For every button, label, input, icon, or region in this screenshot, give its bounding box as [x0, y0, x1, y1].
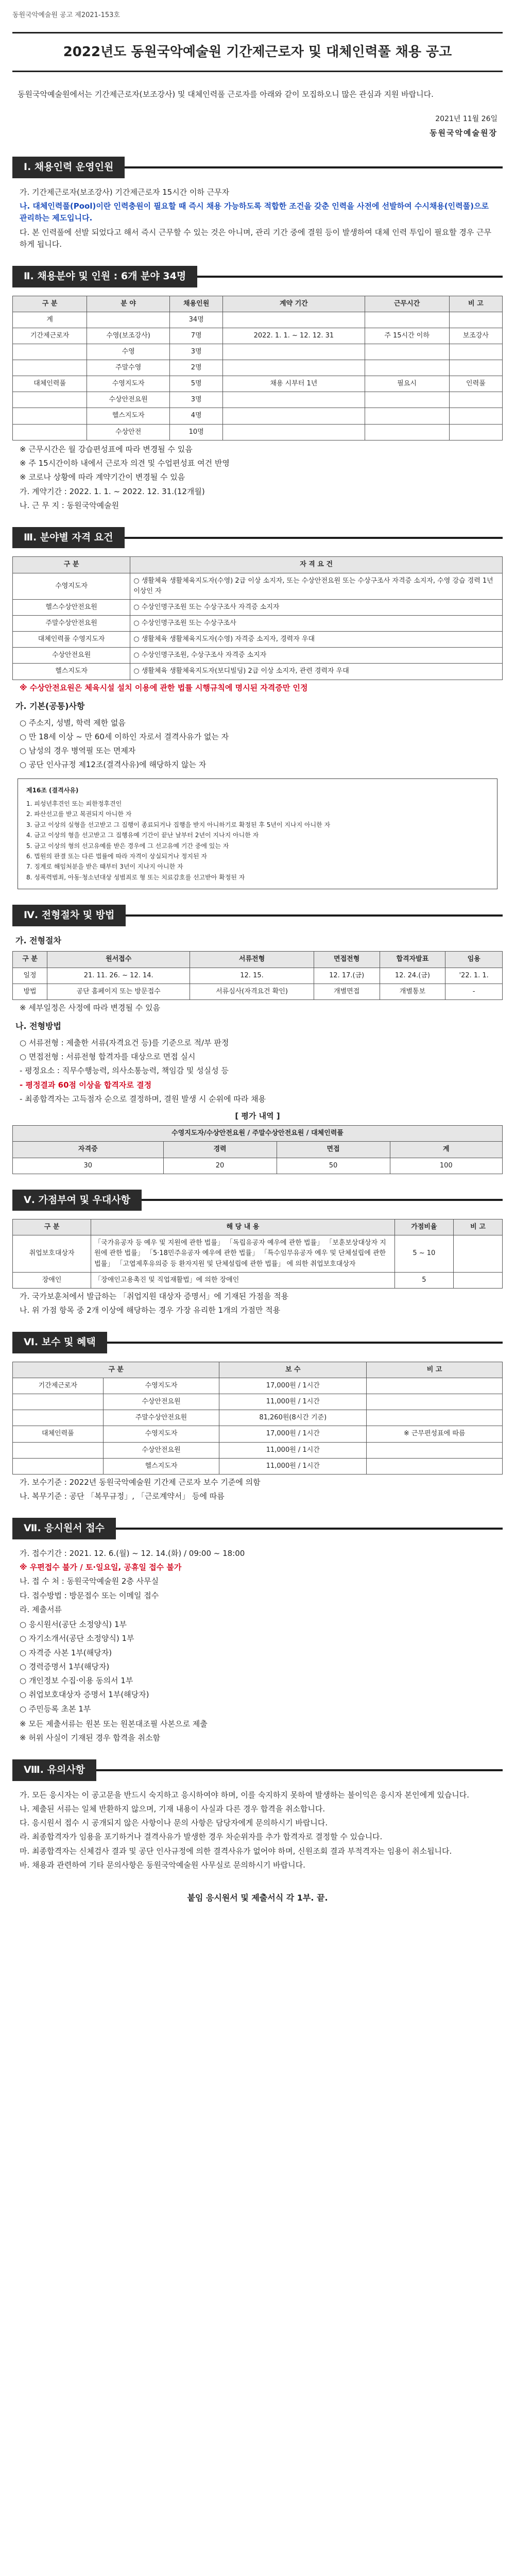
table-row: [13, 1378, 503, 1394]
table-row: [13, 328, 503, 344]
table-cell: [453, 1235, 502, 1272]
table-row: [13, 632, 503, 648]
table-cell: [223, 312, 365, 328]
s7-extra: ※ 허위 사실이 기재된 경우 합격을 취소함: [20, 1733, 161, 1743]
table-cell: 서류심사(자격요건 확인): [190, 984, 314, 999]
list-item: 나. 제출된 서류는 일체 반환하지 않으며, 기재 내용이 사실과 다른 경우 합격을 취소합니다.: [20, 1804, 325, 1814]
table-cell: 수상안전요원: [13, 648, 130, 664]
s2-notes: [20, 444, 495, 512]
table-cell: 헬스지도자: [13, 664, 130, 680]
table-cell: [13, 1394, 104, 1410]
section-5-title: Ⅴ. 가점부여 및 우대사항: [12, 1190, 142, 1211]
table-header: 분 야: [87, 296, 170, 312]
table-cell: 12. 17.(금): [314, 968, 380, 984]
s3-common-title: 가. 기본(공통)사항: [15, 701, 85, 711]
table-cell: [223, 360, 365, 376]
list-item: ○ 주민등록 초본 1부: [20, 1704, 91, 1714]
table-cell: 수영: [87, 344, 170, 360]
table-cell: ○ 생활체육 생활체육지도자(수영) 2급 이상 소지자, 또는 수상안전요원 또는 수상구조사 자격증 소지자, 수영 강습 경력 1년 이상인 자: [130, 573, 503, 599]
section-divider: [125, 537, 503, 539]
list-item: ○ 남성의 경우 병역필 또는 면제자: [20, 746, 136, 756]
table-cell: [449, 424, 502, 440]
table-cell: 100: [390, 1158, 502, 1174]
table-cell: [367, 1378, 503, 1394]
table-cell: [367, 1410, 503, 1426]
table-cell: 주말수상안전요원: [13, 616, 130, 632]
table-row: [13, 616, 503, 632]
table-cell: 30: [13, 1158, 164, 1174]
s7-line: 나. 접 수 처 : 동원국악예술원 2층 사무실: [20, 1577, 159, 1586]
section-1-title: Ⅰ. 채용인력 운영인원: [12, 157, 125, 178]
list-item: 가. 모든 응시자는 이 공고문을 반드시 숙지하고 응시하여야 하며, 이를 숙지하지 못하여 발생하는 불이익은 응시자 본인에게 있습니다.: [20, 1790, 470, 1800]
table-cell: ※ 근무편성표에 따름: [367, 1426, 503, 1442]
table-cell: 수영지도자: [103, 1426, 219, 1442]
table-cell: 4명: [170, 408, 223, 424]
table-cell: 보조강사: [449, 328, 502, 344]
table-cell: 수영(보조강사): [87, 328, 170, 344]
table-cell: 12. 15.: [190, 968, 314, 984]
table-cell: [87, 312, 170, 328]
table-header-row: [13, 1126, 503, 1142]
notice-number: 동원국악예술원 공고 제2021-153호: [12, 11, 120, 19]
table-cell: 경력: [163, 1142, 277, 1158]
table-header: 구 분: [13, 952, 47, 968]
table-row: [13, 360, 503, 376]
table-cell: 17,000원 / 1시간: [219, 1378, 367, 1394]
table-cell: 5 ~ 10: [394, 1235, 453, 1272]
schedule-table: [12, 951, 503, 999]
table-cell: ○ 수상인명구조원, 수상구조사 자격증 소지자: [130, 648, 503, 664]
s4-items: [20, 1037, 495, 1105]
table-cell: 헬스수상안전요원: [13, 599, 130, 615]
table-cell: 「국가유공자 등 예우 및 지원에 관한 법률」 「독립유공자 예우에 관한 법률」 「보훈보상대상자 지원에 관한 법률」 「5·18민주유공자 예우에 관한 법률」 「특수임무유공자 예우 및 단체설립에 관한 법률」 「고엽제후유의증 등 환자지원 및 단체설립에 관한 법률」 에 의한 취업보호대상자: [91, 1235, 395, 1272]
bonus-table: [12, 1219, 503, 1289]
table-cell: 헬스지도자: [103, 1458, 219, 1474]
table-cell: 12. 24.(금): [380, 968, 445, 984]
table-cell: [367, 1442, 503, 1458]
table-header: 구 분: [13, 1219, 91, 1235]
s7-extra: ※ 모든 제출서류는 원본 또는 원본대조필 사본으로 제출: [20, 1719, 208, 1728]
table-cell: [13, 392, 87, 408]
table-cell: 3명: [170, 344, 223, 360]
section-8-heading: [12, 1759, 503, 1781]
table-row: [13, 1442, 503, 1458]
table-cell: 20: [163, 1158, 277, 1174]
table-cell: [449, 312, 502, 328]
table-header: 해 당 내 용: [91, 1219, 395, 1235]
table-cell: [223, 424, 365, 440]
table-cell: 81,260원(8시간 기준): [219, 1410, 367, 1426]
s2-note: ※ 근무시간은 월 강습편성표에 따라 변경될 수 있음: [20, 444, 193, 454]
list-item: ○ 서류전형 : 제출한 서류(자격요건 등)를 기준으로 적/부 판정: [20, 1038, 229, 1047]
footer-attachment: 붙임 응시원서 및 제출서식 각 1부. 끝.: [187, 1893, 328, 1903]
section-6-title: Ⅵ. 보수 및 혜택: [12, 1332, 107, 1353]
table-header: 합격자발표: [380, 952, 445, 968]
table-row: [13, 376, 503, 392]
table-header: 채용인원: [170, 296, 223, 312]
table-row: [13, 599, 503, 615]
table-cell: [453, 1272, 502, 1288]
table-header-row: [13, 1219, 503, 1235]
table-header-row: [13, 557, 503, 573]
list-item: - 평정결과 60점 이상을 합격자로 결정: [20, 1080, 152, 1090]
table-row: [13, 392, 503, 408]
section-divider: [142, 1199, 503, 1201]
table-cell: 기간제근로자: [13, 328, 87, 344]
table-header: 비 고: [453, 1219, 502, 1235]
section-divider: [107, 1342, 503, 1344]
table-cell: 대체인력풀 수영지도자: [13, 632, 130, 648]
s5-note: 나. 위 가점 항목 중 2개 이상에 해당하는 경우 가장 유리한 1개의 가점만 적용: [20, 1306, 281, 1315]
table-cell: 「장애인고용촉진 및 직업재활법」에 의한 장애인: [91, 1272, 395, 1288]
table-cell: 11,000원 / 1시간: [219, 1458, 367, 1474]
table-row: [13, 664, 503, 680]
table-row: [13, 1235, 503, 1272]
table-cell: [365, 424, 449, 440]
section-4-title: Ⅳ. 전형절차 및 방법: [12, 905, 126, 926]
table-cell: [223, 392, 365, 408]
s4-sub1: 가. 전형절차: [15, 935, 61, 945]
table-row: [13, 344, 503, 360]
table-cell: ○ 생활체육 생활체육지도자(수영) 자격증 소지자, 경력자 우대: [130, 632, 503, 648]
table-cell: 일정: [13, 968, 47, 984]
s2-note: ※ 주 15시간이하 내에서 근로자 의견 및 수업편성표 여건 반영: [20, 459, 230, 468]
table-cell: 공단 홈페이지 또는 방문접수: [47, 984, 190, 999]
table-cell: 17,000원 / 1시간: [219, 1426, 367, 1442]
s1-line: 다. 본 인력풀에 선발 되었다고 해서 즉시 근무할 수 있는 것은 아니며, 관리 기간 중에 결원 등이 발생하여 대체 인력 투입이 필요할 경우 근무하게 됩니다.: [20, 227, 492, 249]
table-header-row: [13, 1362, 503, 1378]
table-cell: [13, 1410, 104, 1426]
s1-line: 가. 기간제근로자(보조강사) 기간제근로자 15시간 이하 근무자: [20, 187, 230, 197]
section-3-title: Ⅲ. 분야별 자격 요건: [12, 527, 125, 548]
table-cell: [365, 360, 449, 376]
table-cell: 대체인력풀: [13, 376, 87, 392]
table-cell: 2명: [170, 360, 223, 376]
table-row: [13, 1394, 503, 1410]
table-cell: [13, 408, 87, 424]
table-cell: 장애인: [13, 1272, 91, 1288]
table-cell: 면접: [277, 1142, 390, 1158]
section-7-title: Ⅶ. 응시원서 접수: [12, 1518, 116, 1539]
table-header: 구 분: [13, 296, 87, 312]
table-header: 임용: [445, 952, 503, 968]
table-header: 가점비율: [394, 1219, 453, 1235]
table-cell: 필요시: [365, 376, 449, 392]
table-row: [13, 573, 503, 599]
table-cell: 수상안전요원: [87, 392, 170, 408]
table-cell: [13, 1442, 104, 1458]
s8-items: [20, 1789, 495, 1872]
section-7-heading: [12, 1518, 503, 1539]
s2-note: 가. 계약기간 : 2022. 1. 1. ~ 2022. 12. 31.(12개월): [20, 486, 205, 496]
table-cell: [449, 392, 502, 408]
table-cell: ○ 생활체육 생활체육지도자(보디빌딩) 2급 이상 소지자, 관련 경력자 우대: [130, 664, 503, 680]
list-item: ○ 취업보호대상자 증명서 1부(해당자): [20, 1690, 149, 1700]
section-1-heading: [12, 157, 503, 178]
table-row: [13, 408, 503, 424]
table-header: 근무시간: [365, 296, 449, 312]
table-cell: 11,000원 / 1시간: [219, 1394, 367, 1410]
table-cell: 수상안전요원: [103, 1394, 219, 1410]
table-cell: [367, 1394, 503, 1410]
table-cell: [365, 408, 449, 424]
qualification-table: [12, 556, 503, 680]
s6-note: 나. 복무기준 : 공단 「복무규정」, 「근로계약서」 등에 따름: [20, 1492, 225, 1501]
table-row: [13, 424, 503, 440]
table-cell: [365, 312, 449, 328]
page-title: 2022년도 동원국악예술원 기간제근로자 및 대체인력풀 채용 공고: [12, 32, 503, 72]
table-cell: [449, 360, 502, 376]
table-cell: 취업보호대상자: [13, 1235, 91, 1272]
table-cell: 11,000원 / 1시간: [219, 1442, 367, 1458]
table-cell: 방법: [13, 984, 47, 999]
table-cell: [365, 392, 449, 408]
table-cell: [13, 1458, 104, 1474]
s7-docs: [20, 1619, 495, 1715]
list-item: - 평정요소 : 직무수행능력, 의사소통능력, 책임감 및 성실성 등: [20, 1066, 229, 1076]
list-item: ○ 응시원서(공단 소정양식) 1부: [20, 1620, 127, 1630]
table-cell: 주 15시간 이하: [365, 328, 449, 344]
table-header: 서류전형: [190, 952, 314, 968]
table-cell: [367, 1458, 503, 1474]
table-cell: 수영지도자: [13, 573, 130, 599]
table-cell: '22. 1. 1.: [445, 968, 503, 984]
table-cell: 2022. 1. 1. ~ 12. 12. 31: [223, 328, 365, 344]
box-title: 제16조 (결격사유): [26, 786, 79, 794]
table-cell: 21. 11. 26. ~ 12. 14.: [47, 968, 190, 984]
table-cell: [13, 424, 87, 440]
section-divider: [116, 1528, 503, 1530]
table-cell: 계: [13, 312, 87, 328]
table-cell: [449, 408, 502, 424]
table-cell: 주말수상안전요원: [103, 1410, 219, 1426]
table-header: 면접전형: [314, 952, 380, 968]
table-cell: 5: [394, 1272, 453, 1288]
section-divider: [125, 166, 503, 168]
table-row: [13, 648, 503, 664]
list-item: ○ 만 18세 이상 ~ 만 60세 이하인 자로서 결격사유가 없는 자: [20, 732, 229, 741]
s3-common-list: [20, 717, 495, 771]
table-header: 계약 기간: [223, 296, 365, 312]
table-row: [13, 984, 503, 999]
section-divider: [96, 1769, 503, 1771]
table-cell: 3명: [170, 392, 223, 408]
list-item: - 최종합격자는 고득점자 순으로 결정하며, 결원 발생 시 순위에 따라 채용: [20, 1094, 266, 1104]
s4-sub2: 나. 전형방법: [15, 1021, 61, 1031]
table-header-row: [13, 952, 503, 968]
table-row: [13, 1426, 503, 1442]
table-cell: 수영지도자: [103, 1378, 219, 1394]
list-item: ○ 경력증명서 1부(해당자): [20, 1662, 110, 1671]
list-item: ○ 개인정보 수집·이용 동의서 1부: [20, 1676, 133, 1686]
table-row: [13, 1272, 503, 1288]
table-cell: [13, 360, 87, 376]
section-2-heading: [12, 266, 503, 287]
s7-line: 가. 접수기간 : 2021. 12. 6.(월) ~ 12. 14.(화) / 09:00 ~ 18:00: [20, 1548, 245, 1558]
list-item: ○ 면접전형 : 서류전형 합격자를 대상으로 면접 실시: [20, 1052, 196, 1062]
list-item: ○ 공단 인사규정 제12조(결격사유)에 해당하지 않는 자: [20, 760, 207, 770]
table-cell: 계: [390, 1142, 502, 1158]
table-cell: 개별면접: [314, 984, 380, 999]
table-header: 자 격 요 건: [130, 557, 503, 573]
section-5-heading: [12, 1190, 503, 1211]
s6-note: 가. 보수기준 : 2022년 동원국악예술원 기간제 근로자 보수 기준에 의함: [20, 1477, 261, 1487]
table-cell: [449, 344, 502, 360]
section-divider: [126, 914, 503, 917]
table-header: 구 분: [13, 557, 130, 573]
list-item: 라. 최종합격자가 임용을 포기하거나 결격사유가 발생한 경우 차순위자를 추가 합격자로 결정할 수 있습니다.: [20, 1832, 383, 1842]
list-item: 다. 응시원서 접수 시 공개되지 않은 사항이나 문의 사항은 담당자에게 문의하시기 바랍니다.: [20, 1818, 328, 1828]
table-cell: 채용 시부터 1년: [223, 376, 365, 392]
table-cell: [365, 344, 449, 360]
table-cell: 자격증: [13, 1142, 164, 1158]
table-cell: 수영지도자: [87, 376, 170, 392]
list-item: ○ 자격증 사본 1부(해당자): [20, 1648, 112, 1657]
table-cell: 헬스지도자: [87, 408, 170, 424]
table-row: [13, 1158, 503, 1174]
table-row: [13, 1458, 503, 1474]
disqualification-box: [18, 778, 497, 890]
section-2-title: Ⅱ. 채용분야 및 인원 : 6개 분야 34명: [12, 266, 197, 287]
eval-table-title: [ 평가 내역 ]: [235, 1111, 280, 1121]
s1-line: 나. 대체인력풀(Pool)이란 인력충원이 필요할 때 즉시 채용 가능하도록 적합한 조건을 갖춘 인력을 사전에 선발하여 수시채용(인력풀)으로 관리하는 제도입니다.: [20, 201, 489, 223]
table-cell: -: [445, 984, 503, 999]
positions-table: [12, 296, 503, 440]
s5-note: 가. 국가보훈처에서 발급하는 「취업지원 대상자 증명서」에 기재된 가점을 적용: [20, 1291, 289, 1301]
table-cell: 수상안전요원: [103, 1442, 219, 1458]
table-cell: ○ 수상인명구조원 또는 수상구조사: [130, 616, 503, 632]
table-row: [13, 1142, 503, 1158]
table-cell: 인력풀: [449, 376, 502, 392]
table-header: 원서접수: [47, 952, 190, 968]
table-cell: ○ 수상인명구조원 또는 수상구조사 자격증 소지자: [130, 599, 503, 615]
table-cell: [223, 344, 365, 360]
section-6-heading: [12, 1332, 503, 1353]
section-8-title: Ⅷ. 유의사항: [12, 1759, 96, 1781]
intro-text: 동원국악예술원에서는 기간제근로자(보조강사) 및 대체인력풀 근로자를 아래와 같이 모집하오니 많은 관심과 지원 바랍니다.: [18, 90, 434, 99]
table-cell: 개별통보: [380, 984, 445, 999]
s7-line: ※ 우편접수 불가 / 토·일요일, 공휴일 접수 불가: [20, 1563, 182, 1572]
s7-line: 라. 제출서류: [20, 1604, 62, 1614]
list-item: 마. 최종합격자는 신체검사 결과 및 공단 인사규정에 의한 결격사유가 없어야 하며, 신원조회 결과 부적격자는 임용이 취소됩니다.: [20, 1846, 452, 1856]
table-header: 구 분: [13, 1362, 219, 1378]
s2-note: ※ 코로나 상황에 따라 계약기간이 변경될 수 있음: [20, 472, 185, 482]
table-row: [13, 968, 503, 984]
table-cell: 수상안전: [87, 424, 170, 440]
table-header: 보 수: [219, 1362, 367, 1378]
s4-note: ※ 세부일정은 사정에 따라 변경될 수 있음: [20, 1003, 161, 1012]
evaluation-table: [12, 1125, 503, 1174]
s3-red-note: ※ 수상안전요원은 체육시설 설치 이용에 관한 법률 시행규칙에 명시된 자격증만 인정: [20, 683, 308, 692]
table-cell: [13, 344, 87, 360]
table-header-row: [13, 296, 503, 312]
table-header: 비 고: [449, 296, 502, 312]
table-header: 비 고: [367, 1362, 503, 1378]
table-cell: 34명: [170, 312, 223, 328]
table-cell: 10명: [170, 424, 223, 440]
table-cell: 대체인력풀: [13, 1426, 104, 1442]
table-row: [13, 1410, 503, 1426]
table-cell: 50: [277, 1158, 390, 1174]
org-signature: 동원국악예술원장: [430, 128, 497, 138]
table-cell: 5명: [170, 376, 223, 392]
table-cell: 7명: [170, 328, 223, 344]
section-divider: [197, 276, 503, 278]
box-body: 1. 피성년후견인 또는 피한정후견인 2. 파산선고를 받고 복권되지 아니한 자 3. 금고 이상의 실형을 선고받고 그 집행이 종료되거나 집행을 받지 아니하기로 확정된 후 5년이 지나지 아니한 자 4. 금고 이상의 형을 선고받고 그 집행유예 기간이 끝난 날부터 2년이 지나지 아니한 자 5. 금고 이상의 형의 선고유예를 받은 경우에 그 선고유예 기간 중에 있는 자 6. 법원의 판결 또는 다른 법률에 따라 자격이 상실되거나 정지된 자 7. 징계로 해임처분을 받은 때부터 3년이 지나지 아니한 자 8. 성폭력범죄, 아동·청소년대상 성범죄로 형 또는 치료감호를 선고받아 확정된 자: [26, 800, 331, 881]
s2-note: 나. 근 무 지 : 동원국악예술원: [20, 500, 119, 510]
table-row: [13, 312, 503, 328]
section-4-heading: [12, 905, 503, 926]
table-cell: 주말수영: [87, 360, 170, 376]
table-cell: [223, 408, 365, 424]
s7-line: 다. 접수방법 : 방문접수 또는 이메일 접수: [20, 1590, 159, 1600]
pay-table: [12, 1362, 503, 1475]
list-item: ○ 자기소개서(공단 소정양식) 1부: [20, 1634, 134, 1643]
notice-date: 2021년 11월 26일: [435, 115, 497, 124]
table-header: 수영지도자/수상안전요원 / 주말수상안전요원 / 대체인력풀: [13, 1126, 503, 1142]
list-item: ○ 주소지, 성별, 학력 제한 없음: [20, 718, 126, 727]
table-cell: 기간제근로자: [13, 1378, 104, 1394]
section-3-heading: [12, 527, 503, 548]
list-item: 바. 채용과 관련하여 기타 문의사항은 동원국악예술원 사무실로 문의하시기 바랍니다.: [20, 1860, 305, 1870]
